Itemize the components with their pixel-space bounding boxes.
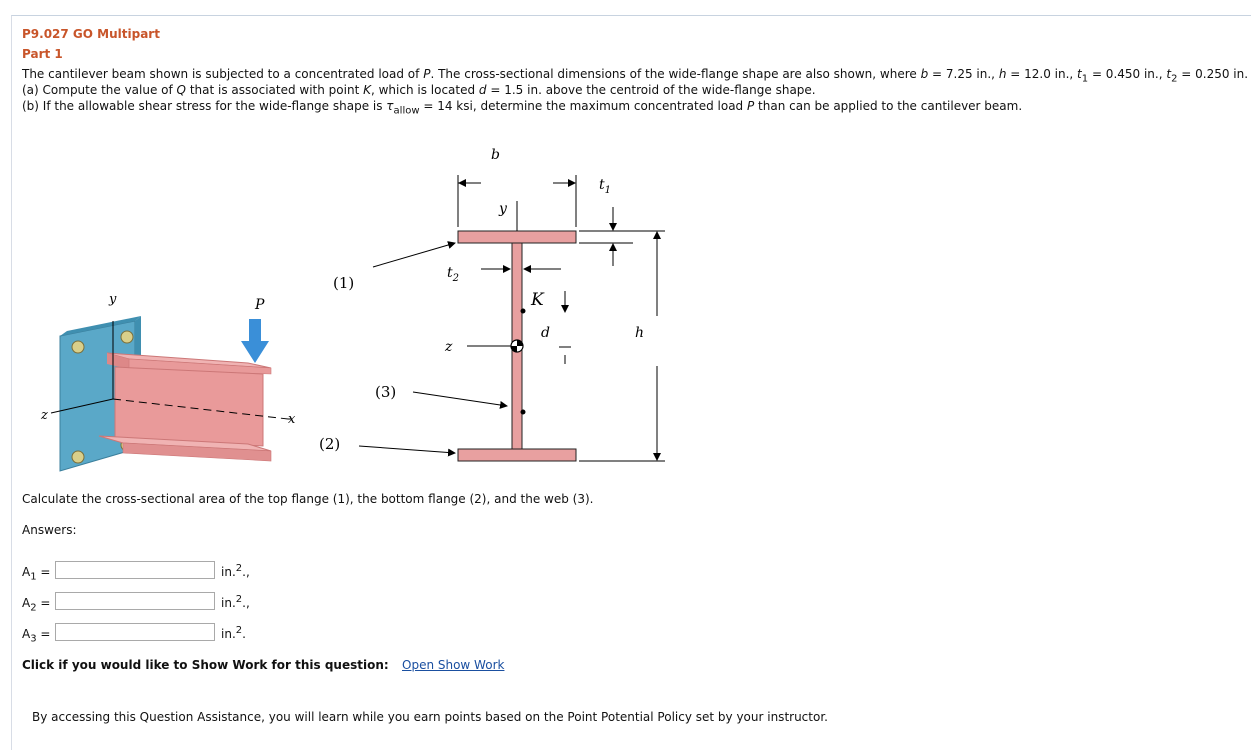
cantilever-beam-illustration [40, 292, 296, 471]
load-P-label: P [255, 297, 265, 313]
label-top-flange-1: (1) [333, 274, 355, 292]
answer-input-A2[interactable] [55, 592, 215, 610]
answer-label-A1: $A_1$ = [22, 565, 51, 583]
answer-unit-A2: in.$^2$., [221, 594, 250, 610]
answers-label: Answers: [22, 523, 77, 537]
beam-figure [33, 131, 688, 491]
point-K-label: K [531, 290, 544, 310]
point-K [521, 309, 526, 314]
load-arrow-head [241, 341, 269, 363]
assistance-note: By accessing this Question Assistance, you will learn while you earn points based on the Point Potential Policy set by your instructor. [32, 710, 828, 724]
load-arrow-shaft [249, 319, 261, 343]
answer-input-A3[interactable] [55, 623, 215, 641]
show-work-prompt: Click if you would like to Show Work for this question: Open Show Work [22, 658, 505, 672]
section-y-axis-label: y [499, 201, 507, 217]
instruction-text: Calculate the cross-sectional area of the top flange (1), the bottom flange (2), and the web (3). [22, 492, 594, 506]
answer-input-A1[interactable] [55, 561, 215, 579]
answer-label-A3: $A_3$ = [22, 627, 51, 645]
dim-t2-label: $t_2$ [447, 265, 460, 284]
bolt-bottom-left [72, 451, 84, 463]
dim-b-label: b [491, 147, 500, 163]
problem-statement-line-1: The cantilever beam shown is subjected to a concentrated load of P. The cross-sectional dimensions of the wide-flange shape are also shown, where b = 7.25 in., h = 12.0 in., $t_1 = 0.450$ in., $t_2 = 0.250$ in. [22, 67, 1249, 85]
bolt-top-right [121, 331, 133, 343]
answer-unit-A3: in.$^2$. [221, 625, 246, 641]
section-z-axis-label: z [445, 339, 453, 355]
wide-flange-cross-section [319, 147, 665, 461]
answer-unit-A1: in.$^2$., [221, 563, 250, 579]
problem-statement-line-3: (b) If the allowable shear stress for the wide-flange shape is $\tau_{allow} = 14$ ksi, determine the maximum concentrated load P than can be applied to the cantilever beam. [22, 99, 1023, 117]
question-title: P9.027 GO Multipart [22, 27, 160, 41]
point-on-web [521, 410, 526, 415]
beam-x-axis-label: x [288, 412, 296, 427]
answer-label-A2: $A_2$ = [22, 596, 51, 614]
problem-statement-line-2: (a) Compute the value of Q that is associated with point K, which is located d = 1.5 in. above the centroid of the wide-flange shape. [22, 83, 816, 97]
bolt-top-left [72, 341, 84, 353]
dim-d-label: d [541, 325, 550, 341]
question-frame [11, 15, 1251, 750]
dim-t1-label: $t_1$ [599, 177, 612, 196]
beam-z-axis-label: z [41, 408, 48, 423]
open-show-work-link[interactable]: Open Show Work [402, 658, 505, 672]
part-heading: Part 1 [22, 47, 63, 61]
label-web-3: (3) [375, 383, 397, 401]
top-flange [458, 231, 576, 243]
beam-y-axis-label: y [109, 292, 117, 307]
label-bottom-flange-2: (2) [319, 435, 341, 453]
beam-web [115, 367, 263, 446]
bottom-flange [458, 449, 576, 461]
dim-h-label: h [635, 325, 645, 341]
